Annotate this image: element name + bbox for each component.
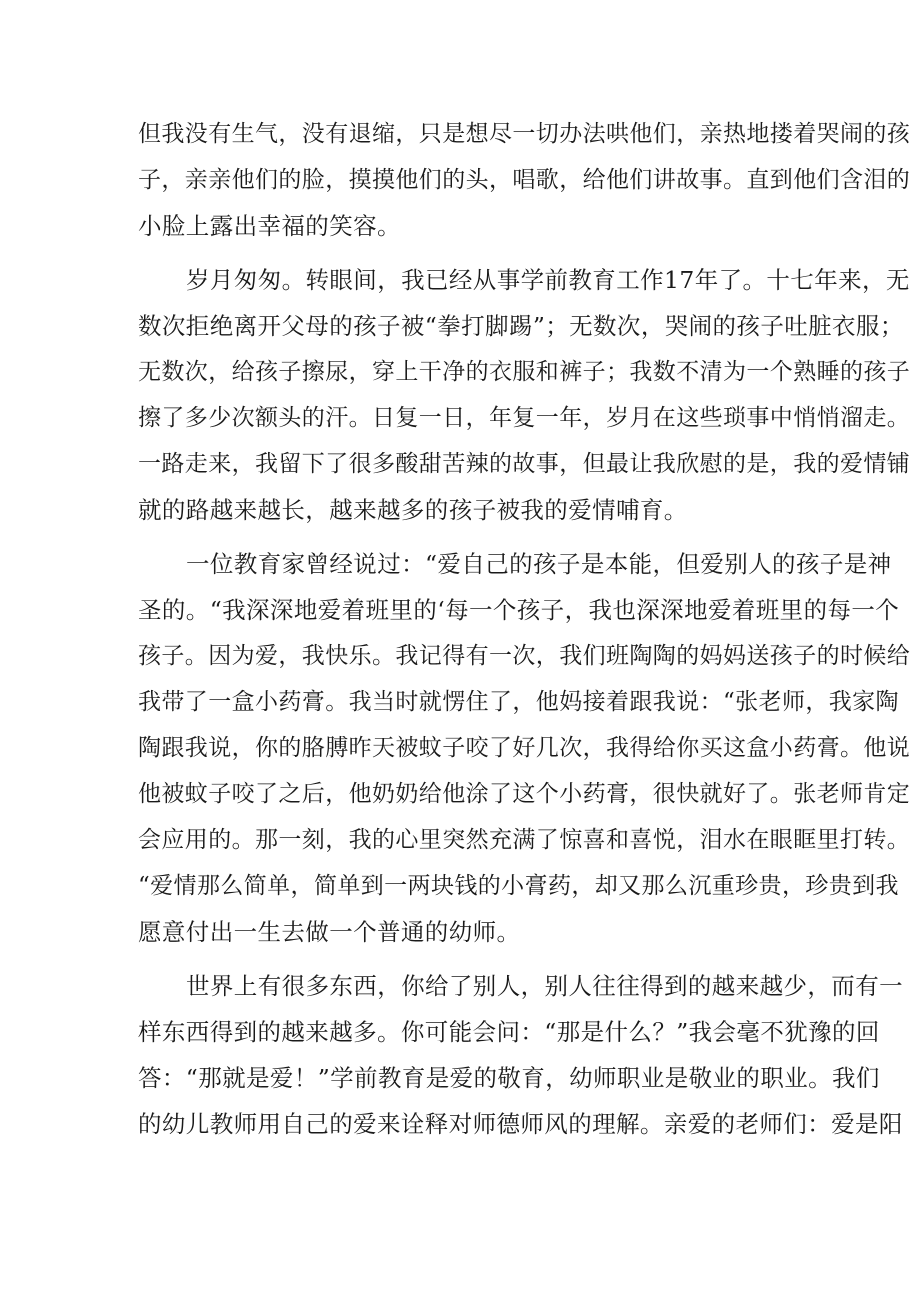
text-line: 的幼儿教师用自己的爱来诠释对师德师风的理解。亲爱的老师们：爱是阳 bbox=[138, 1110, 903, 1138]
text-line: 就的路越来越长，越来越多的孩子被我的爱情哺育。 bbox=[138, 496, 688, 524]
text-line: 小脸上露出幸福的笑容。 bbox=[138, 212, 401, 240]
text-line: 陶跟我说，你的胳膊昨天被蚊子咬了好几次，我得给你买这盒小药膏。他说 bbox=[138, 735, 911, 761]
text-line: 子，亲亲他们的脸，摸摸他们的头，唱歌，给他们讲故事。直到他们含泪的 bbox=[138, 167, 911, 193]
text-line: 他被蚊子咬了之后，他奶奶给他涂了这个小药膏，很快就好了。张老师肯定 bbox=[138, 781, 911, 807]
text-line: 一位教育家曾经说过：“爱自己的孩子是本能，但爱别人的孩子是神 bbox=[186, 550, 892, 578]
text-line: 孩子。因为爱，我快乐。我记得有一次，我们班陶陶的妈妈送孩子的时候给 bbox=[138, 643, 911, 669]
text-line: 数次拒绝离开父母的孩子被“拳打脚踢”；无数次，哭闹的孩子吐脏衣服； bbox=[138, 312, 904, 340]
text-line: 一路走来，我留下了很多酸甜苦辣的故事，但最让我欣慰的是，我的爱情铺 bbox=[138, 451, 911, 477]
text-line: “爱情那么简单，简单到一两块钱的小膏药，却又那么沉重珍贵，珍贵到我 bbox=[138, 873, 899, 899]
text-line: 擦了多少次额头的汗。日复一日，年复一年，岁月在这些琐事中悄悄溜走。 bbox=[138, 405, 911, 431]
text-line: 我带了一盒小药膏。我当时就愣住了，他妈接着跟我说：“张老师，我家陶 bbox=[138, 689, 899, 715]
text-line: 世界上有很多东西，你给了别人，别人往往得到的越来越少，而有一 bbox=[186, 972, 903, 1000]
text-line: 但我没有生气，没有退缩，只是想尽一切办法哄他们，亲热地搂着哭闹的孩 bbox=[138, 121, 911, 147]
text-line: 无数次，给孩子擦尿，穿上干净的衣服和裤子；我数不清为一个熟睡的孩子 bbox=[138, 359, 911, 385]
text-line: 答：“那就是爱！”学前教育是爱的敬育，幼师职业是敬业的职业。我们 bbox=[138, 1064, 880, 1092]
text-line: 岁月匆匆。转眼间，我已经从事学前教育工作17年了。十七年来，无 bbox=[186, 266, 910, 294]
text-line: 会应用的。那一刻，我的心里突然充满了惊喜和喜悦，泪水在眼眶里打转。 bbox=[138, 827, 911, 853]
text-line: 样东西得到的越来越多。你可能会问：“那是什么？”我会毫不犹豫的回 bbox=[138, 1018, 880, 1046]
text-line: 愿意付出一生去做一个普通的幼师。 bbox=[138, 918, 521, 946]
text-line: 圣的。“我深深地爱着班里的‘每一个孩子，我也深深地爱着班里的每一个 bbox=[138, 596, 900, 624]
